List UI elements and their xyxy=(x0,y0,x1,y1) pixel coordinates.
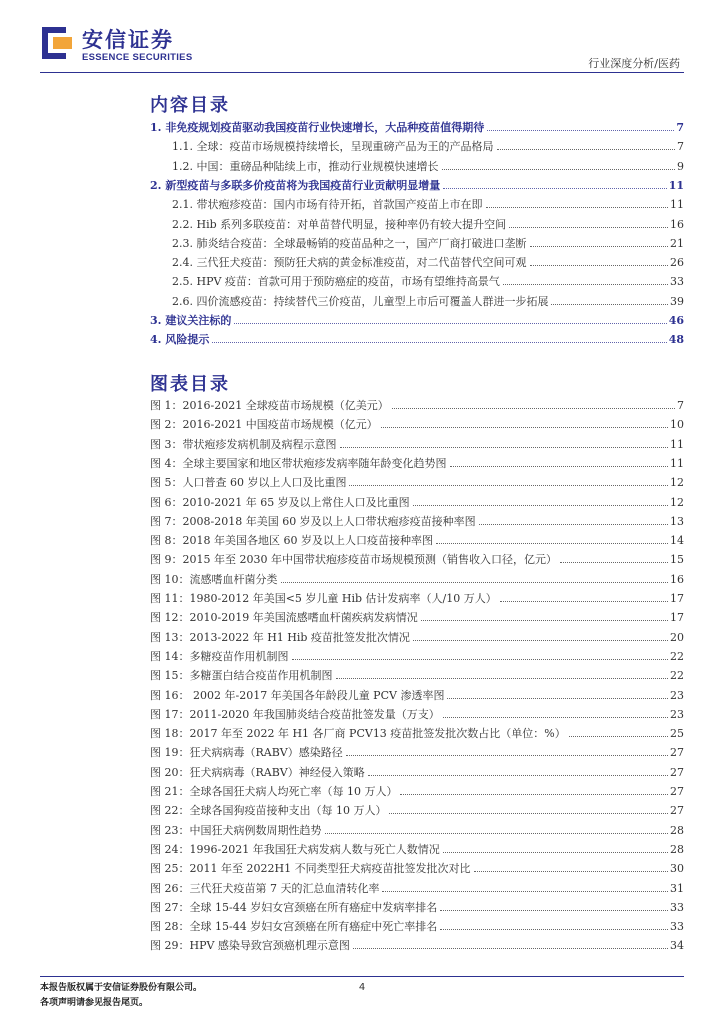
figure-entry-page: 14 xyxy=(670,534,684,548)
toc-entry-page: 33 xyxy=(670,275,684,289)
dot-leader xyxy=(389,813,668,814)
dot-leader xyxy=(349,485,668,486)
dot-leader xyxy=(336,678,669,679)
toc-entry-title: 1.1. 全球：疫苗市场规模持续增长，呈现重磅产品为王的产品格局 xyxy=(172,140,494,154)
figure-entry[interactable] xyxy=(150,877,684,895)
figure-entry-title: 图 6：2010-2021 年 65 岁及以上常住人口及比重图 xyxy=(150,495,410,509)
page-number: 4 xyxy=(358,982,366,993)
essence-logo-icon xyxy=(40,25,74,61)
figure-entry[interactable] xyxy=(150,452,684,470)
figure-entry-title: 图 15：多糖蛋白结合疫苗作用机制图 xyxy=(150,669,333,683)
figure-entry-title: 图 8：2018 年美国各地区 60 岁及以上人口疫苗接种率图 xyxy=(150,534,433,548)
figure-entry-title: 图 18：2017 年至 2022 年 H1 各厂商 PCV13 疫苗批签发批次数占比（单位：%） xyxy=(150,727,566,741)
figure-entry-page: 30 xyxy=(670,862,684,876)
toc-entry-page: 26 xyxy=(670,256,684,270)
dot-leader xyxy=(569,736,668,737)
figure-entry-page: 16 xyxy=(670,572,684,586)
figure-entry-page: 7 xyxy=(677,399,684,412)
toc-entry-page: 46 xyxy=(668,314,684,327)
toc-entry-page: 11 xyxy=(668,178,684,192)
figure-entry[interactable] xyxy=(150,896,684,914)
brand-name-cn: 安信证券 xyxy=(82,28,174,52)
toc-entry-page: 48 xyxy=(668,333,684,347)
figure-entry-title: 图 10：流感嗜血杆菌分类 xyxy=(150,572,278,586)
dot-leader xyxy=(382,891,668,892)
company-logo xyxy=(40,25,220,65)
dot-leader xyxy=(340,447,669,448)
toc-entry-title: 1. 非免疫规划疫苗驱动我国疫苗行业快速增长，大品种疫苗值得期待 xyxy=(150,121,485,134)
figure-entry-page: 34 xyxy=(670,939,684,953)
figure-entry-page: 23 xyxy=(670,688,684,702)
figure-entry[interactable] xyxy=(150,606,684,624)
figure-entry-title: 图 21：全球各国狂犬病人均死亡率（每 10 万人） xyxy=(150,785,398,798)
toc-title: 内容目录 xyxy=(150,95,230,116)
copyright-notice: 本报告版权属于安信证券股份有限公司。 xyxy=(40,983,203,993)
header-divider xyxy=(40,72,684,73)
figure-entry[interactable] xyxy=(150,587,684,605)
figure-entry-page: 13 xyxy=(670,514,684,528)
dot-leader xyxy=(443,717,668,718)
figure-entry[interactable] xyxy=(150,684,684,702)
figure-entry-page: 10 xyxy=(670,418,684,432)
figure-entry[interactable] xyxy=(150,626,684,644)
figure-entry-page: 15 xyxy=(670,553,684,567)
figure-entry-title: 图 25：2011 年至 2022H1 不同类型狂犬病疫苗批签发批次对比 xyxy=(150,862,471,876)
figure-entry[interactable] xyxy=(150,761,684,779)
figure-entry[interactable] xyxy=(150,413,684,431)
toc-entry-title: 2.5. HPV 疫苗：首款可用于预防癌症的疫苗，市场有望维持高景气 xyxy=(172,275,500,289)
toc-entry-title: 3. 建议关注标的 xyxy=(150,314,232,327)
figure-entry-page: 25 xyxy=(670,727,684,741)
figure-entry-page: 11 xyxy=(670,437,684,451)
figure-entry[interactable] xyxy=(150,819,684,837)
figure-entry-title: 图 2：2016-2021 中国疫苗市场规模（亿元） xyxy=(150,418,378,432)
figure-entry-title: 图 14：多糖疫苗作用机制图 xyxy=(150,649,289,663)
figure-entry-title: 图 20：狂犬病病毒（RABV）神经侵入策略 xyxy=(150,765,365,779)
figure-entry-title: 图 4：全球主要国家和地区带状疱疹发病率随年龄变化趋势图 xyxy=(150,456,447,470)
figure-entry-title: 图 13：2013-2022 年 H1 Hib 疫苗批签发批次情况 xyxy=(150,630,410,644)
figure-entry-title: 图 22：全球各国狗疫苗接种支出（每 10 万人） xyxy=(150,804,387,818)
figure-entry-page: 28 xyxy=(670,842,684,856)
figure-entry[interactable] xyxy=(150,741,684,759)
toc-entry[interactable] xyxy=(150,193,684,211)
dot-leader xyxy=(503,284,668,285)
figure-entry[interactable] xyxy=(150,780,684,798)
figure-entry[interactable] xyxy=(150,645,684,663)
toc-entry[interactable] xyxy=(150,174,684,192)
dot-leader xyxy=(413,640,668,641)
toc-entry[interactable] xyxy=(150,251,684,269)
figure-entry-title: 图 26：三代狂犬疫苗第 7 天的汇总血清转化率 xyxy=(150,881,380,895)
toc-entry[interactable] xyxy=(150,290,684,308)
figure-entry[interactable] xyxy=(150,394,684,412)
figure-entry[interactable] xyxy=(150,703,684,721)
figure-entry-page: 31 xyxy=(670,881,684,895)
toc-entry-page: 16 xyxy=(670,217,684,231)
figure-entry-title: 图 17：2011-2020 年我国肺炎结合疫苗批签发量（万支） xyxy=(150,707,440,721)
dot-leader xyxy=(442,169,676,170)
dot-leader xyxy=(292,659,669,660)
toc-entry[interactable] xyxy=(150,270,684,288)
toc-entry-title: 4. 风险提示 xyxy=(150,333,210,347)
figure-entry-title: 图 1：2016-2021 全球疫苗市场规模（亿美元） xyxy=(150,399,389,412)
figure-entry[interactable] xyxy=(150,799,684,817)
dot-leader xyxy=(381,427,668,428)
figure-entry[interactable] xyxy=(150,838,684,856)
figure-entry-title: 图 5：人口普查 60 岁以上人口及比重图 xyxy=(150,476,347,490)
figure-entry[interactable] xyxy=(150,510,684,528)
toc-entry[interactable] xyxy=(150,213,684,231)
figure-entry-page: 22 xyxy=(670,649,684,663)
dot-leader xyxy=(325,833,669,834)
toc-entry-title: 2.4. 三代狂犬疫苗：预防狂犬病的黄金标准疫苗，对二代苗替代空间可观 xyxy=(172,256,527,270)
figure-entry-title: 图 7：2008-2018 年美国 60 岁及以上人口带状疱疹疫苗接种率图 xyxy=(150,514,476,528)
figure-entry-page: 23 xyxy=(670,707,684,721)
toc-entry-title: 2.6. 四价流感疫苗：持续替代三价疫苗，儿童型上市后可覆盖人群进一步拓展 xyxy=(172,294,549,308)
figure-entry-page: 22 xyxy=(670,669,684,683)
toc-entry-page: 9 xyxy=(677,159,684,173)
figure-entry-page: 33 xyxy=(670,900,684,914)
figure-entry-page: 28 xyxy=(670,823,684,837)
figure-entry-title: 图 11：1980-2012 年美国<5 岁儿童 Hib 估计发病率（人/10 万人） xyxy=(150,592,497,605)
dot-leader xyxy=(440,929,668,930)
dot-leader xyxy=(500,601,668,602)
figure-entry-page: 12 xyxy=(670,476,684,490)
toc-entry-title: 2.1. 带状疱疹疫苗：国内市场有待开拓，首款国产疫苗上市在即 xyxy=(172,198,483,212)
brand-name-en: ESSENCE SECURITIES xyxy=(82,52,193,63)
figure-entry-page: 11 xyxy=(670,456,684,470)
figure-entry[interactable] xyxy=(150,491,684,509)
dot-leader xyxy=(509,227,668,228)
dot-leader xyxy=(392,408,675,409)
figure-entry-page: 27 xyxy=(670,765,684,779)
dot-leader xyxy=(281,582,669,583)
figure-entry-title: 图 24：1996-2021 年我国狂犬病发病人数与死亡人数情况 xyxy=(150,842,440,856)
toc-entry-page: 39 xyxy=(670,294,684,308)
figure-entry[interactable] xyxy=(150,529,684,547)
toc-entry[interactable] xyxy=(150,309,684,327)
figure-entry-page: 12 xyxy=(670,495,684,509)
toc-entry-title: 2. 新型疫苗与多联多价疫苗将为我国疫苗行业贡献明显增量 xyxy=(150,178,441,192)
dot-leader xyxy=(450,466,669,467)
figure-entry-title: 图 3：带状疱疹发病机制及病程示意图 xyxy=(150,437,337,451)
dot-leader xyxy=(346,755,668,756)
dot-leader xyxy=(413,505,668,506)
dot-leader xyxy=(487,130,674,131)
figure-entry-title: 图 28：全球 15-44 岁妇女宫颈癌在所有癌症中死亡率排名 xyxy=(150,920,438,934)
dot-leader xyxy=(400,794,668,795)
toc-entry-page: 7 xyxy=(676,121,684,134)
figure-entry[interactable] xyxy=(150,433,684,451)
toc-entry-page: 11 xyxy=(670,198,684,212)
figure-entry[interactable] xyxy=(150,568,684,586)
toc-entry-page: 7 xyxy=(677,140,684,154)
toc-entry[interactable] xyxy=(150,328,684,346)
figure-entry-title: 图 23：中国狂犬病例数周期性趋势 xyxy=(150,823,322,837)
figure-entry-title: 图 12：2010-2019 年美国流感嗜血杆菌疾病发病情况 xyxy=(150,611,418,625)
dot-leader xyxy=(353,948,668,949)
dot-leader xyxy=(479,524,668,525)
figure-entry[interactable] xyxy=(150,471,684,489)
footer-divider xyxy=(40,976,684,977)
figure-entry-page: 20 xyxy=(670,630,684,644)
figure-entry[interactable] xyxy=(150,722,684,740)
dot-leader xyxy=(212,342,666,343)
figure-entry-title: 图 9：2015 年至 2030 年中国带状疱疹疫苗市场规模预测（销售收入口径，亿元） xyxy=(150,553,557,567)
dot-leader xyxy=(551,304,668,305)
toc-entry[interactable] xyxy=(150,135,684,153)
figure-entry[interactable] xyxy=(150,857,684,875)
toc-entry-page: 21 xyxy=(670,236,684,250)
dot-leader xyxy=(440,910,668,911)
figure-entry-page: 17 xyxy=(670,592,684,605)
figure-entry-title: 图 19：狂犬病病毒（RABV）感染路径 xyxy=(150,746,343,760)
toc-entry-title: 1.2. 中国：重磅品种陆续上市，推动行业规模快速增长 xyxy=(172,159,439,173)
toc-entry[interactable] xyxy=(150,116,684,134)
figure-entry-page: 33 xyxy=(670,920,684,934)
dot-leader xyxy=(436,543,668,544)
figure-entry-page: 17 xyxy=(670,611,684,625)
figure-entry[interactable] xyxy=(150,664,684,682)
figure-entry-title: 图 27：全球 15-44 岁妇女宫颈癌在所有癌症中发病率排名 xyxy=(150,900,438,914)
dot-leader xyxy=(421,620,668,621)
toc-entry[interactable] xyxy=(150,155,684,173)
dot-leader xyxy=(497,149,676,150)
dot-leader xyxy=(443,852,668,853)
figure-entry-title: 图 29：HPV 感染导致宫颈癌机理示意图 xyxy=(150,939,350,953)
figure-entry[interactable] xyxy=(150,548,684,566)
figures-title: 图表目录 xyxy=(150,374,230,395)
toc-entry[interactable] xyxy=(150,232,684,250)
report-category: 行业深度分析/医药 xyxy=(588,57,680,70)
dot-leader xyxy=(368,775,668,776)
dot-leader xyxy=(530,246,669,247)
figure-entry-title: 图 16： 2002 年-2017 年美国各年龄段儿童 PCV 渗透率图 xyxy=(150,688,445,702)
dot-leader xyxy=(560,562,668,563)
dot-leader xyxy=(234,323,666,324)
dot-leader xyxy=(530,265,669,266)
dot-leader xyxy=(447,698,668,699)
figure-entry-page: 27 xyxy=(670,804,684,818)
figure-entry-page: 27 xyxy=(670,746,684,760)
disclaimer-notice: 各项声明请参见报告尾页。 xyxy=(40,998,149,1008)
figure-entry[interactable] xyxy=(150,934,684,952)
figure-entry-page: 27 xyxy=(670,785,684,798)
dot-leader xyxy=(443,188,666,189)
dot-leader xyxy=(474,871,668,872)
toc-entry-title: 2.3. 肺炎结合疫苗：全球最畅销的疫苗品种之一，国产厂商打破进口垄断 xyxy=(172,236,527,250)
dot-leader xyxy=(486,207,669,208)
toc-entry-title: 2.2. Hib 系列多联疫苗：对单苗替代明显，接种率仍有较大提升空间 xyxy=(172,217,507,231)
figure-entry[interactable] xyxy=(150,915,684,933)
